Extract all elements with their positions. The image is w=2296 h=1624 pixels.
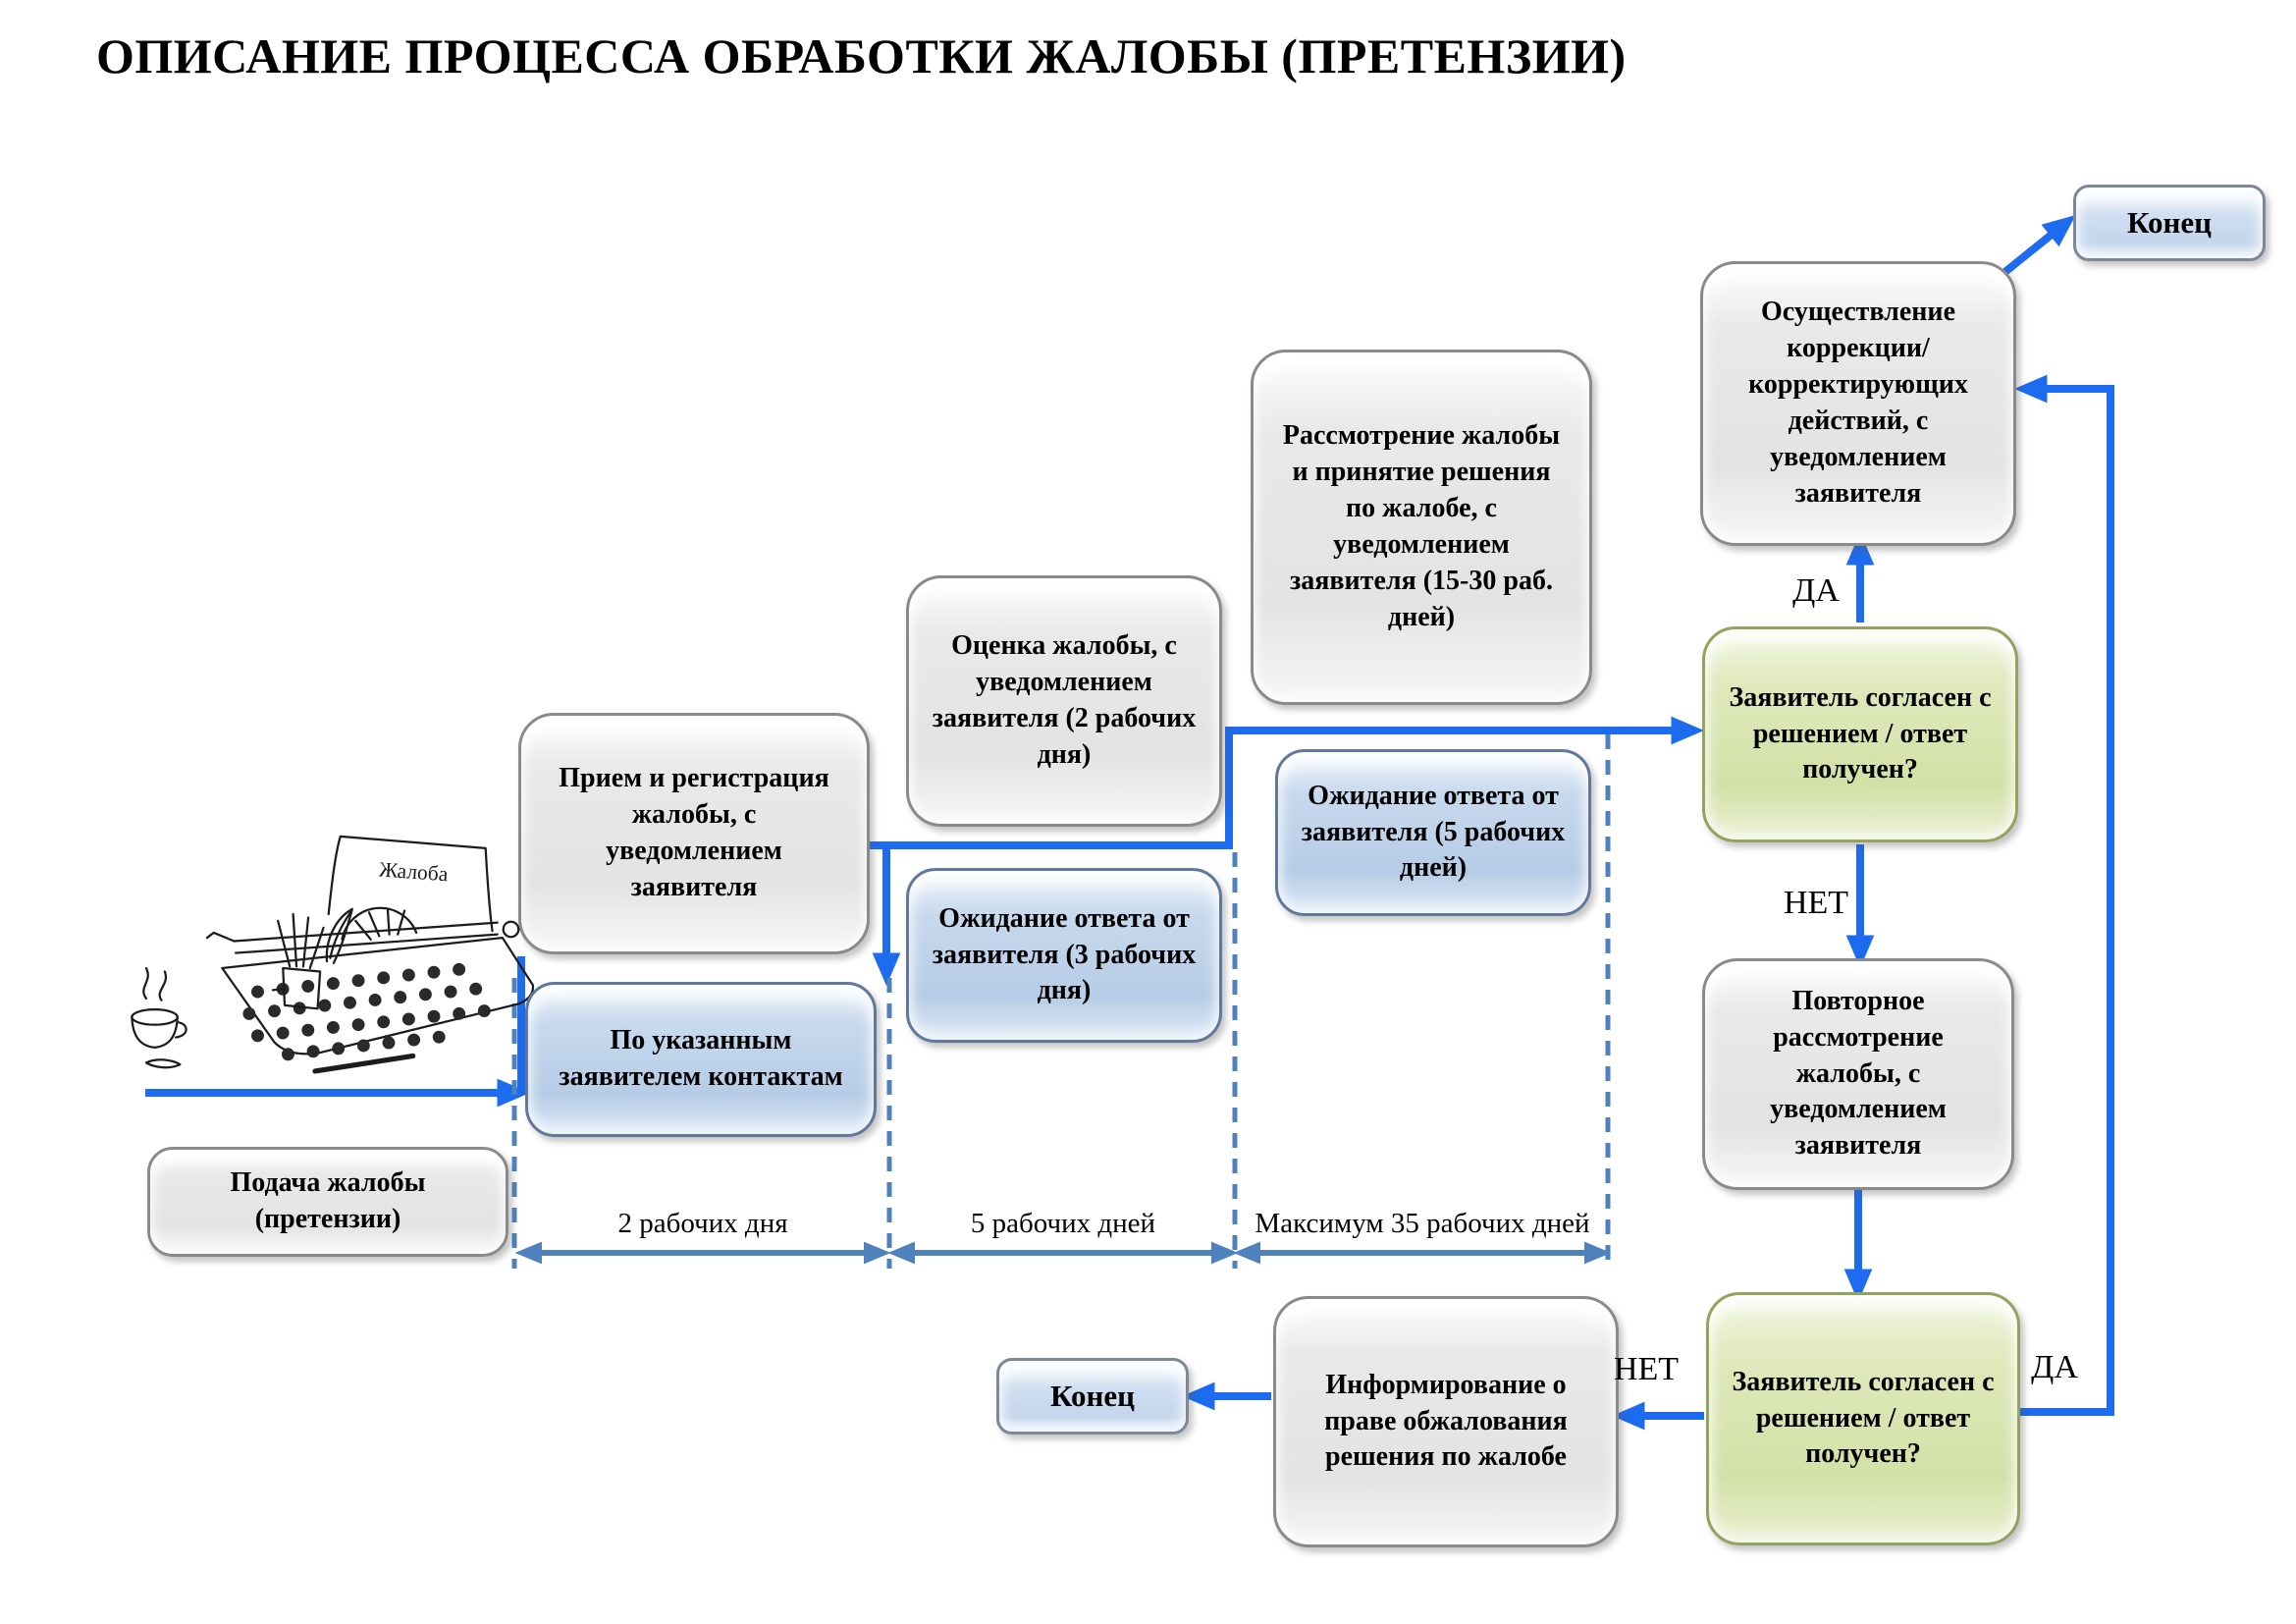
paper-sheet [329,837,493,931]
node-konec-top [2073,185,2266,261]
key-rows [249,968,489,1055]
node-label: Конец [2127,204,2212,240]
pencils [278,914,323,968]
timeline-label-1: 2 рабочих дня [617,1208,788,1239]
node-label: Информирование о праве обжалования решения по жалобе [1324,1369,1568,1473]
roller-bottom [236,935,498,953]
node-soglasie-s-resheniem-1 [1702,626,2018,842]
roller-knob [504,922,518,937]
node-po-ukazannym-kontaktam [525,982,877,1137]
node-label: Оценка жалобы, с уведомлением заявителя (2 рабочих дня) [932,630,1197,770]
node-label: Заявитель согласен с решением / ответ получен? [1732,1366,1995,1470]
cup-rim [132,1009,177,1024]
roller-top [234,923,497,942]
node-korrekcija [1700,261,2016,546]
node-priem-registracija [518,713,870,954]
page-title: ОПИСАНИЕ ПРОЦЕССА ОБРАБОТКИ ЖАЛОБЫ (ПРЕТЕНЗИИ) [96,28,1627,83]
node-soglasie-s-resheniem-2 [1706,1292,2020,1545]
node-ocenka-zhaloby [906,575,1222,827]
arrow-da-loop-up [2020,389,2110,1412]
node-label: Подача жалобы (претензии) [230,1167,426,1234]
feather [327,909,352,963]
label-net-bottom: НЕТ [1613,1351,1680,1387]
node-label: По указанным заявителем контактам [559,1025,843,1092]
label-net-middle: НЕТ [1783,885,1849,921]
node-label: Рассмотрение жалобы и принятие решения по жалобе, с уведомлением заявителя (15-30 раб. дней) [1282,420,1561,632]
node-label: Прием и регистрация жалобы, с уведомлением заявителя [559,763,829,902]
space-bar [315,1056,413,1070]
node-label: Заявитель согласен с решением / ответ получен? [1729,681,1992,785]
node-ozhidanie-otveta-5-dnej [1275,749,1591,916]
timeline-label-3: Максимум 35 рабочих дней [1255,1208,1590,1239]
cup-handle [176,1022,187,1037]
feather-spine [330,912,350,957]
coffee-spill [146,1059,180,1067]
node-label: Повторное рассмотрение жалобы, с уведомлением заявителя [1770,985,1947,1162]
steam [143,968,166,1001]
label-da-top: ДА [1792,572,1840,609]
typewriter-body [222,938,533,1054]
carriage-lever [207,933,235,942]
node-informirovanie [1273,1296,1619,1547]
key-row-3 [257,1010,489,1036]
pen-cup [283,968,320,1008]
node-povtornoe-rassmotrenie [1702,958,2014,1190]
node-podacha-zhaloby [147,1147,508,1257]
type-bars [355,909,404,940]
node-label: Конец [1050,1378,1135,1413]
pen-cup-notch [273,989,285,991]
node-rassmotrenie-zhaloby [1251,350,1592,705]
cup-body [132,1017,177,1048]
key-row-4 [288,1036,450,1055]
key-row-1 [257,968,470,992]
node-label: Осуществление коррекции/ корректирующих действий, с уведомлением заявителя [1748,297,1968,509]
key-row-2 [249,989,481,1014]
paper-label: Жалоба [378,857,450,887]
node-label: Ожидание ответа от заявителя (3 рабочих дня) [932,902,1197,1006]
node-konec-bottom [996,1358,1189,1435]
label-da-bottom: ДА [2031,1349,2078,1385]
timeline-label-2: 5 рабочих дней [970,1208,1156,1239]
type-basket [342,908,416,940]
node-ozhidanie-otveta-3-dnja [906,868,1222,1043]
typewriter-illustration [132,837,533,1071]
node-label: Ожидание ответа от заявителя (5 рабочих дней) [1301,780,1566,884]
